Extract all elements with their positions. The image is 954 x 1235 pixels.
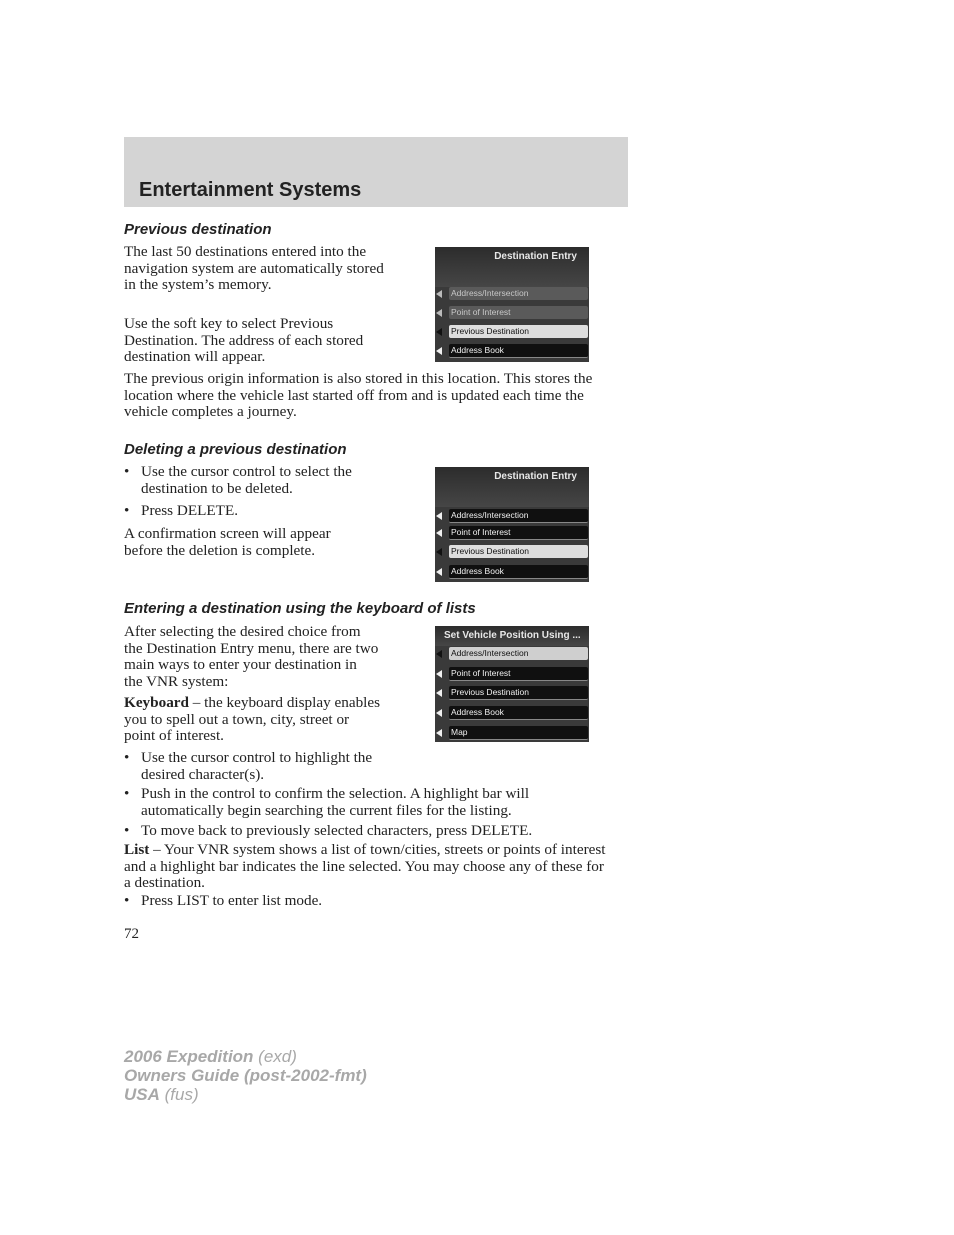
bullet-icon: •: [124, 892, 130, 909]
menu-item-label: Address Book: [449, 565, 588, 579]
screen-title-bar: [435, 626, 589, 646]
paragraph-text: The previous origin information is also stored in this location. This stores the location where the vehicle last started off from and is updated each time the vehicle completes a journey.: [124, 370, 593, 420]
term-list: List: [124, 841, 150, 858]
bullet-text: Use the cursor control to select the destination to be deleted.: [141, 463, 352, 497]
screen-title: Destination Entry: [494, 471, 577, 482]
left-arrow-icon: [436, 512, 442, 520]
left-arrow-icon: [436, 650, 442, 658]
footer-model: 2006 Expedition: [124, 1047, 254, 1066]
paragraph: The last 50 destinations entered into the navigation system are automatically stored in the system’s memory.: [124, 243, 384, 293]
subheading-deleting-previous-destination: Deleting a previous destination: [124, 441, 347, 458]
menu-item-previous-destination[interactable]: [435, 545, 589, 559]
left-arrow-icon: [436, 689, 442, 697]
menu-item-address-book[interactable]: [435, 565, 589, 579]
menu-item-label: Address/Intersection: [449, 647, 588, 660]
menu-item-label: Previous Destination: [449, 545, 588, 558]
left-arrow-icon: [436, 670, 442, 678]
keyboard-description: – the keyboard display enables you to spell out a town, city, street or point of interest.: [124, 694, 381, 744]
left-arrow-icon: [436, 328, 442, 336]
menu-item-label: Map: [449, 726, 588, 740]
menu-item-label: Point of Interest: [449, 526, 588, 540]
menu-item-point-of-interest[interactable]: [435, 526, 589, 540]
nav-screen-destination-entry: [435, 247, 589, 362]
menu-item-address-book[interactable]: [435, 344, 589, 358]
footer-market-code: (fus): [159, 1085, 199, 1104]
bullet-icon: •: [124, 502, 130, 519]
paragraph: A confirmation screen will appear before the deletion is complete.: [124, 525, 331, 559]
section-header-band: [124, 137, 628, 207]
left-arrow-icon: [436, 709, 442, 717]
bullet-icon: •: [124, 822, 130, 839]
bullet-icon: •: [124, 463, 130, 480]
left-arrow-icon: [436, 529, 442, 537]
screen-title-bar: [435, 467, 589, 507]
menu-item-address-book[interactable]: [435, 706, 589, 720]
menu-item-label: Previous Destination: [449, 325, 588, 338]
menu-item-label: Address Book: [449, 706, 588, 720]
footer-guide: Owners Guide (post-2002-fmt): [124, 1066, 367, 1085]
paragraph: Use the soft key to select Previous Destination. The address of each stored destination will appear.: [124, 315, 364, 365]
bullet-icon: •: [124, 785, 130, 802]
footer-line-guide: [124, 1066, 367, 1085]
menu-item-address-intersection[interactable]: [435, 509, 589, 523]
footer-model-code: (exd): [253, 1047, 297, 1066]
left-arrow-icon: [436, 309, 442, 317]
subheading-previous-destination: Previous destination: [124, 221, 272, 238]
menu-item-label: Address/Intersection: [449, 287, 588, 300]
menu-item-label: Point of Interest: [449, 306, 588, 319]
paragraph-list: [124, 842, 614, 892]
menu-item-label: Address Book: [449, 344, 588, 358]
nav-screen-set-vehicle-position: [435, 626, 589, 742]
menu-item-point-of-interest[interactable]: [435, 667, 589, 681]
chapter-title: Entertainment Systems: [139, 179, 362, 201]
paragraph-wrap: [124, 371, 614, 421]
paragraph: After selecting the desired choice from the Destination Entry menu, there are two main ways to enter your destination in the VNR system:: [124, 623, 379, 690]
menu-item-label: Previous Destination: [449, 686, 588, 700]
menu-item-label: Point of Interest: [449, 667, 588, 681]
screen-title-bar: [435, 247, 589, 287]
bullet-item: [124, 893, 614, 910]
term-keyboard: Keyboard: [124, 694, 189, 711]
bullet-item: [124, 823, 614, 840]
footer-market: USA: [124, 1085, 160, 1104]
paragraph-keyboard: [124, 695, 382, 745]
left-arrow-icon: [436, 347, 442, 355]
menu-item-point-of-interest[interactable]: [435, 306, 589, 320]
bullet-text: Press DELETE.: [141, 502, 239, 519]
footer-line-model: [124, 1047, 367, 1066]
list-description: – Your VNR system shows a list of town/cities, streets or points of interest and a highlight bar indicates the line selected. You may choose any of these for a destination.: [124, 841, 606, 891]
left-arrow-icon: [436, 568, 442, 576]
menu-item-previous-destination[interactable]: [435, 325, 589, 339]
nav-screen-destination-entry: [435, 467, 589, 582]
bullet-text: Use the cursor control to highlight the desired character(s).: [141, 749, 373, 783]
menu-item-address-intersection[interactable]: [435, 647, 589, 661]
menu-item-address-intersection[interactable]: [435, 287, 589, 301]
bullet-item: [124, 750, 382, 783]
left-arrow-icon: [436, 729, 442, 737]
menu-item-previous-destination[interactable]: [435, 686, 589, 700]
bullet-text: Push in the control to confirm the selection. A highlight bar will automatically begin searching the current files for the listing.: [141, 785, 530, 819]
footer-line-market: [124, 1085, 367, 1104]
bullet-icon: •: [124, 749, 130, 766]
document-footer: [124, 1047, 367, 1104]
screen-title: Destination Entry: [494, 251, 577, 262]
menu-item-label: Address/Intersection: [449, 509, 588, 523]
bullet-item: [124, 786, 594, 819]
left-arrow-icon: [436, 290, 442, 298]
left-arrow-icon: [436, 548, 442, 556]
page-number: 72: [124, 926, 139, 942]
bullet-item: [124, 503, 369, 520]
bullet-item: [124, 464, 369, 497]
bullet-text: To move back to previously selected characters, press DELETE.: [141, 822, 533, 839]
subheading-entering-destination: Entering a destination using the keyboard of lists: [124, 600, 476, 617]
menu-item-map[interactable]: [435, 726, 589, 740]
screen-title: Set Vehicle Position Using ...: [444, 630, 581, 641]
bullet-text: Press LIST to enter list mode.: [141, 892, 323, 909]
